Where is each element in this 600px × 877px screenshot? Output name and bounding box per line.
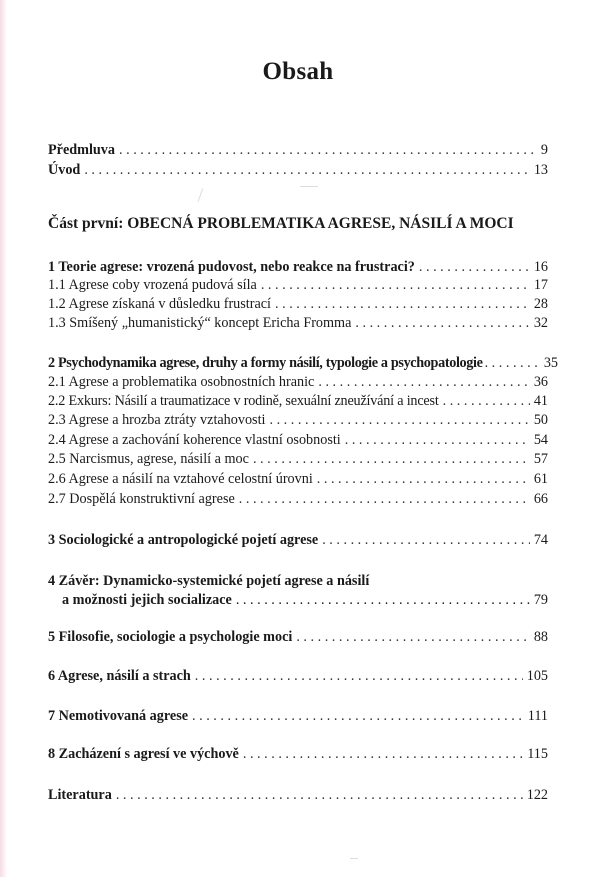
toc-page-number: 28: [533, 296, 548, 312]
toc-entry[interactable]: [48, 627, 548, 647]
toc-entry[interactable]: [48, 410, 548, 430]
toc-page-number: 66: [533, 491, 548, 507]
toc-page-number: 17: [533, 277, 548, 293]
toc-entry-label: Předmluva: [48, 142, 115, 158]
toc-entry-label: 5 Filosofie, sociologie a psychologie moci: [48, 629, 293, 645]
toc-entry-label: 2.1 Agrese a problematika osobnostních hranic: [48, 374, 315, 390]
toc-entry-label: Literatura: [48, 787, 112, 803]
toc-entry-label: 1.3 Smíšený „humanistický“ koncept Ericha Fromma: [48, 315, 352, 331]
leader-dots: [269, 410, 529, 430]
toc-entry-label: 1.1 Agrese coby vrozená pudová síla: [48, 277, 257, 293]
toc-entry[interactable]: [48, 275, 548, 295]
toc-page-number: 57: [533, 451, 548, 467]
toc-entry-label: 2 Psychodynamika agrese, druhy a formy násilí, typologie a psychopatologie: [48, 355, 483, 371]
toc-page-number: 50: [533, 412, 548, 428]
toc-entry-predmluva[interactable]: [48, 140, 548, 160]
leader-dots: [317, 469, 530, 489]
toc-entry[interactable]: [48, 571, 548, 591]
toc-page-number: 105: [526, 668, 548, 684]
leader-dots: [322, 530, 530, 550]
toc-page-number: 32: [533, 315, 548, 331]
toc-entry-label: 1.2 Agrese získaná v důsledku frustrací: [48, 296, 271, 312]
leader-dots: [296, 627, 530, 647]
leader-dots: [419, 257, 530, 277]
toc-page-number: 35: [543, 355, 558, 371]
leader-dots: [192, 706, 524, 726]
leader-dots: [345, 430, 530, 450]
toc-entry[interactable]: [48, 430, 548, 450]
toc-entry-label: 7 Nemotivovaná agrese: [48, 708, 189, 724]
toc-entry-uvod[interactable]: [48, 160, 548, 180]
page-edge: [0, 0, 7, 877]
toc-page-number: 36: [533, 374, 548, 390]
toc-entry[interactable]: [48, 785, 548, 805]
toc-page-number: 13: [533, 162, 548, 178]
scan-mark: [350, 858, 358, 859]
toc-entry[interactable]: [48, 489, 548, 509]
toc-entry-label: 2.6 Agrese a násilí na vztahové celostní úrovni: [48, 471, 313, 487]
toc-entry-label: 2.7 Dospělá konstruktivní agrese: [48, 491, 235, 507]
toc-entry-label: Úvod: [48, 162, 81, 178]
toc-page-number: 88: [533, 629, 548, 645]
page-title: Obsah: [262, 58, 334, 85]
toc-entry[interactable]: [48, 530, 548, 550]
toc-page-number: 41: [533, 393, 548, 409]
toc-entry[interactable]: [48, 313, 548, 333]
toc-entry-label: 2.5 Narcismus, agrese, násilí a moc: [48, 451, 249, 467]
toc-entry-continuation[interactable]: [62, 590, 548, 610]
toc-entry[interactable]: [48, 744, 548, 764]
toc-entry-label: 8 Zacházení s agresí ve výchově: [48, 746, 239, 762]
toc-entry[interactable]: [48, 372, 548, 392]
toc-page-number: 79: [533, 592, 548, 608]
toc-entry[interactable]: [48, 353, 558, 373]
scan-mark: [300, 186, 318, 187]
leader-dots: [485, 353, 542, 373]
leader-dots: [239, 489, 530, 509]
toc-page-number: 115: [527, 746, 548, 762]
toc-entry[interactable]: [48, 257, 548, 277]
toc-page-number: 122: [526, 787, 548, 803]
toc-entry-label: 2.2 Exkurs: Násilí a traumatizace v rodině, sexuální zneužívání a incest: [48, 393, 439, 409]
leader-dots: [84, 160, 529, 180]
toc-entry-label: 2.4 Agrese a zachování koherence vlastní osobnosti: [48, 432, 341, 448]
toc-entry[interactable]: [48, 469, 548, 489]
leader-dots: [253, 449, 530, 469]
leader-dots: [195, 666, 523, 686]
toc-entry-label: 2.3 Agrese a hrozba ztráty vztahovosti: [48, 412, 266, 428]
leader-dots: [443, 391, 530, 411]
toc-page-number: 111: [527, 708, 548, 724]
toc-entry[interactable]: [48, 391, 548, 411]
leader-dots: [275, 294, 530, 314]
leader-dots: [355, 313, 529, 333]
toc-entry-label: 6 Agrese, násilí a strach: [48, 668, 191, 684]
toc-page-number: 61: [533, 471, 548, 487]
toc-page-number: 16: [533, 259, 548, 275]
leader-dots: [243, 744, 523, 764]
toc-entry[interactable]: [48, 449, 548, 469]
toc-page-number: 9: [540, 142, 548, 158]
leader-dots: [116, 785, 523, 805]
part-heading: [48, 215, 568, 233]
toc-entry[interactable]: [48, 294, 548, 314]
toc-entry[interactable]: [48, 666, 548, 686]
toc-entry[interactable]: [48, 706, 548, 726]
toc-entry-label: 3 Sociologické a antropologické pojetí agrese: [48, 532, 319, 548]
toc-entry-label: a možnosti jejich socializace: [62, 592, 232, 608]
toc-entry-label: 1 Teorie agrese: vrozená pudovost, nebo reakce na frustraci?: [48, 259, 415, 275]
leader-dots: [261, 275, 530, 295]
leader-dots: [119, 140, 537, 160]
leader-dots: [318, 372, 529, 392]
toc-entry-label: 4 Závěr: Dynamicko-systemické pojetí agrese a násilí: [48, 573, 370, 589]
part-prefix: Část první:: [48, 215, 124, 232]
toc-page-number: 54: [533, 432, 548, 448]
scan-mark: [198, 188, 204, 201]
part-name: OBECNÁ PROBLEMATIKA AGRESE, NÁSILÍ A MOCI: [127, 215, 514, 232]
toc-page-number: 74: [533, 532, 548, 548]
leader-dots: [236, 590, 530, 610]
